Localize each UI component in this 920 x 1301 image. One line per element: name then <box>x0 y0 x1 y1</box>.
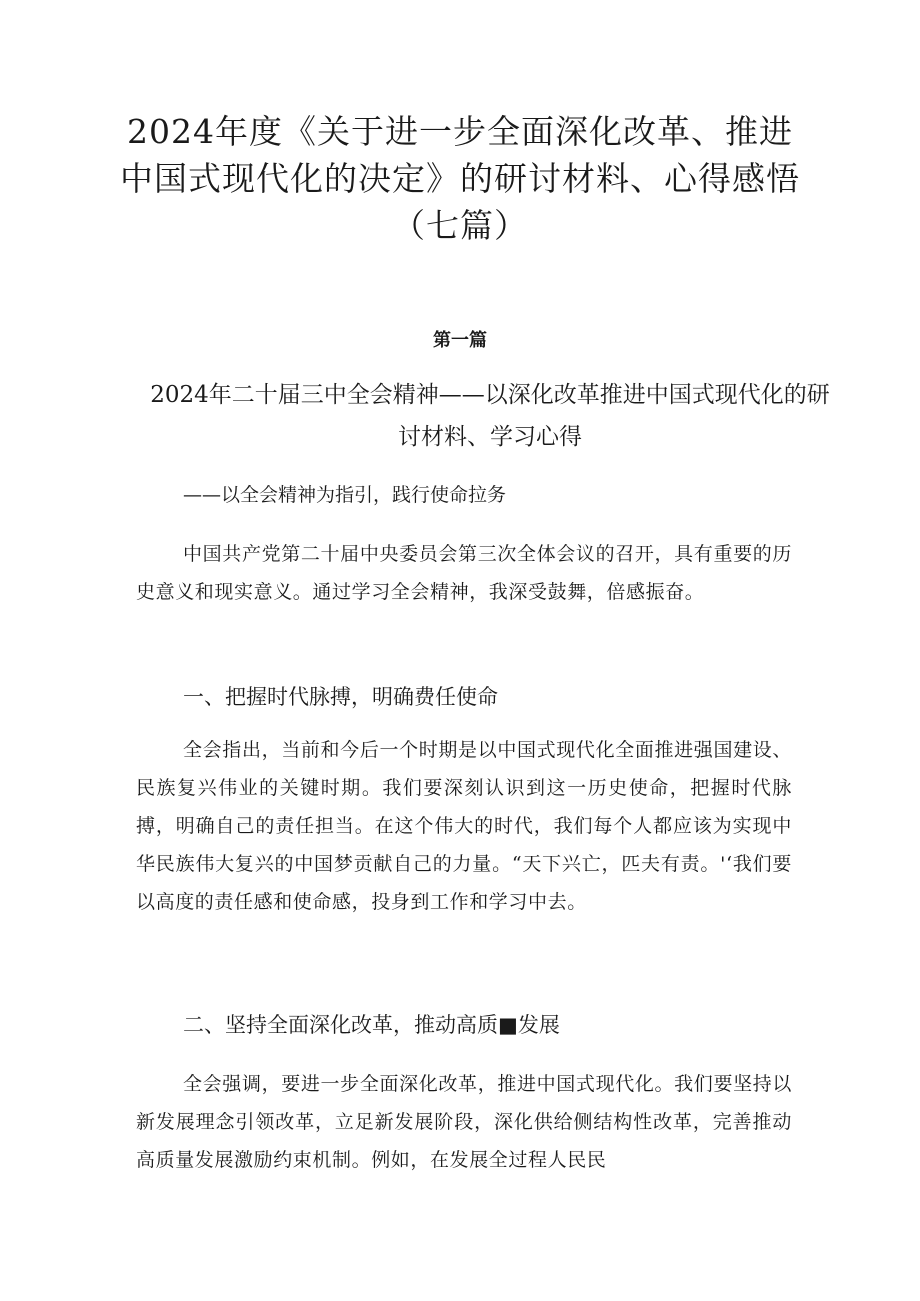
article-subtitle: 2024年二十届三中全会精神——以深化改革推进中国式现代化的研讨材料、学习心得 <box>150 382 830 450</box>
intro-paragraph: 中国共产党第二十届中央委员会第三次全体会议的召开，具有重要的历史意义和现实意义。通过学习全会精神，我深受鼓舞，倍感振奋。 <box>136 543 792 603</box>
section-1-heading: 一、把握时代脉搏，明确费任使命 <box>183 685 498 709</box>
section-2-heading: 二、坚持全面深化改革，推动高质■发展 <box>183 1013 560 1037</box>
document-title: 2024年度《关于进一步全面深化改革、推进中国式现代化的决定》的研讨材料、心得感悟（七篇） <box>120 112 800 245</box>
chapter-label: 第一篇 <box>433 330 487 351</box>
article-tagline: ——以全会精神为指引，践行使命拉务 <box>183 484 507 506</box>
section-1-paragraph: 全会指出，当前和今后一个时期是以中国式现代化全面推进强国建设、民族复兴伟业的关键时期。我们要深刻认识到这一历史使命，把握时代脉搏，明确自己的责任担当。在这个伟大的时代，我们每个人都应该为实现中华民族伟大复兴的中国梦贡献自己的力量。“天下兴亡，匹夫有责。'‘我们要以高度的责任感和使命感，投身到工作和学习中去。 <box>136 739 792 913</box>
section-2-paragraph: 全会强调，要进一步全面深化改革，推进中国式现代化。我们要坚持以新发展理念引领改革，立足新发展阶段，深化供给侧结构性改革，完善推动高质量发展激励约束机制。例如，在发展全过程人民民 <box>136 1073 792 1171</box>
